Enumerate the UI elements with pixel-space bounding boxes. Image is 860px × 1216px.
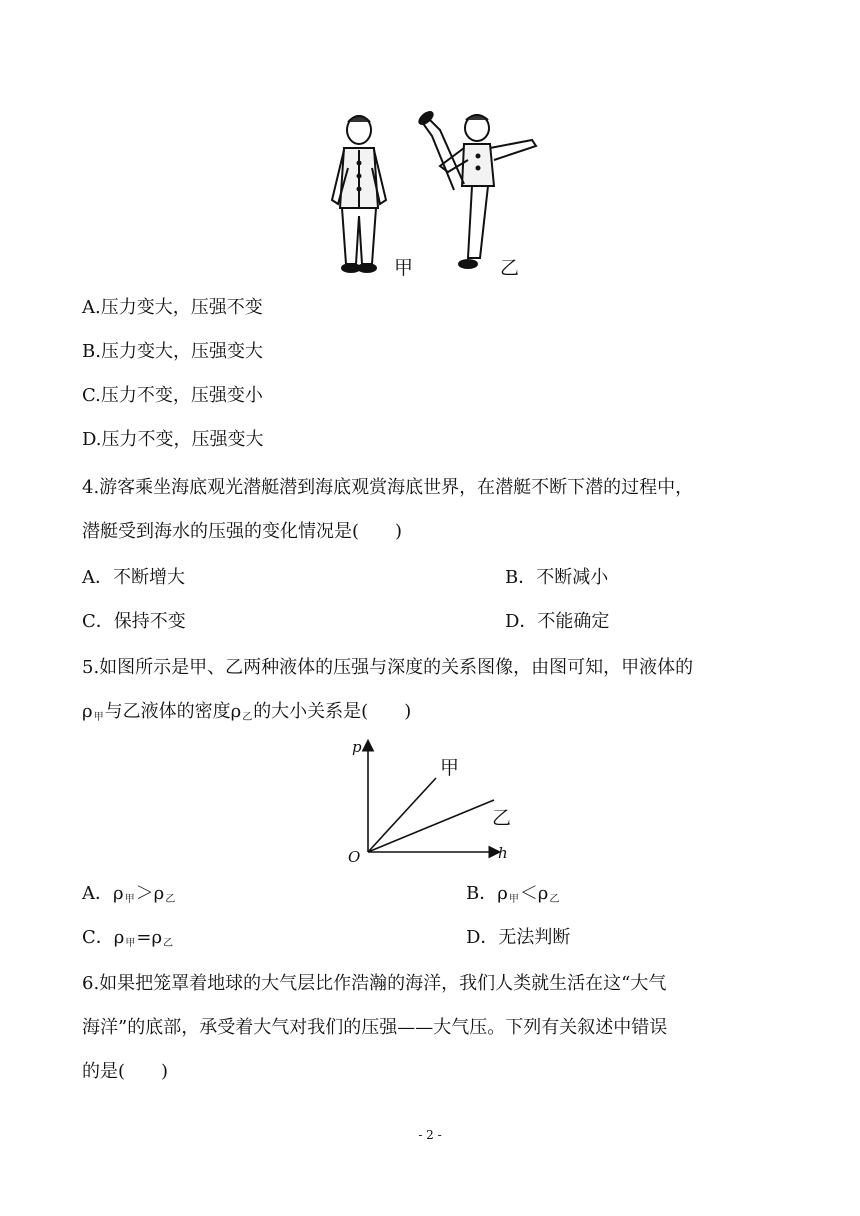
q6-stem-line2: 海洋”的底部，承受着大气对我们的压强——大气压。下列有关叙述中错误 xyxy=(82,1017,668,1038)
person-standing-illustration xyxy=(332,116,386,272)
q4-option-d: D．不能确定 xyxy=(505,611,610,632)
graph-label-jia: 甲 xyxy=(440,757,460,779)
pressure-depth-graph xyxy=(344,738,512,866)
q5-stem-line1: 5.如图所示是甲、乙两种液体的压强与深度的关系图像，由图可知，甲液体的 xyxy=(82,657,694,678)
q4-option-b: B．不断减小 xyxy=(505,567,609,588)
line-jia xyxy=(368,778,436,852)
q3-option-c: C.压力不变，压强变小 xyxy=(82,385,263,406)
q5-option-c: C．$\rho_甲=\rho_乙$ xyxy=(82,927,174,949)
y-axis-label: p xyxy=(352,738,362,756)
q5-option-b: B．$\rho_甲<\rho_乙$ xyxy=(466,883,560,905)
q4-stem-line1: 4.游客乘坐海底观光潜艇潜到海底观赏海底世界，在潜艇不断下潜的过程中， xyxy=(82,477,694,498)
q3-option-d: D.压力不变，压强变大 xyxy=(82,429,264,450)
q5-stem-line2: $\rho_甲$与乙液体的密度$\rho_乙$的大小关系是( ) xyxy=(82,701,412,723)
figure-label-yi: 乙 xyxy=(500,257,520,278)
q4-option-c: C．保持不变 xyxy=(82,611,186,632)
x-axis-label: h xyxy=(498,844,508,862)
q6-stem-line1: 6.如果把笼罩着地球的大气层比作浩瀚的海洋，我们人类就生活在这“大气 xyxy=(82,973,667,994)
figure-standing-people xyxy=(322,108,542,278)
q4-option-a: A．不断增大 xyxy=(82,567,185,588)
q4-stem-line2: 潜艇受到海水的压强的变化情况是( ) xyxy=(82,521,403,542)
graph-label-yi: 乙 xyxy=(492,807,512,829)
q5-option-a: A．$\rho_甲>\rho_乙$ xyxy=(82,883,176,905)
figure-label-jia: 甲 xyxy=(394,257,414,278)
page-number: - 2 - xyxy=(418,1128,442,1142)
origin-label: O xyxy=(348,848,361,866)
q3-option-a: A.压力变大，压强不变 xyxy=(82,297,263,318)
line-yi xyxy=(368,800,494,852)
person-kicking-illustration xyxy=(417,110,536,268)
q5-option-d: D．无法判断 xyxy=(466,927,571,948)
q3-option-b: B.压力变大，压强变大 xyxy=(82,341,263,362)
q6-stem-line3: 的是( ) xyxy=(82,1061,169,1082)
